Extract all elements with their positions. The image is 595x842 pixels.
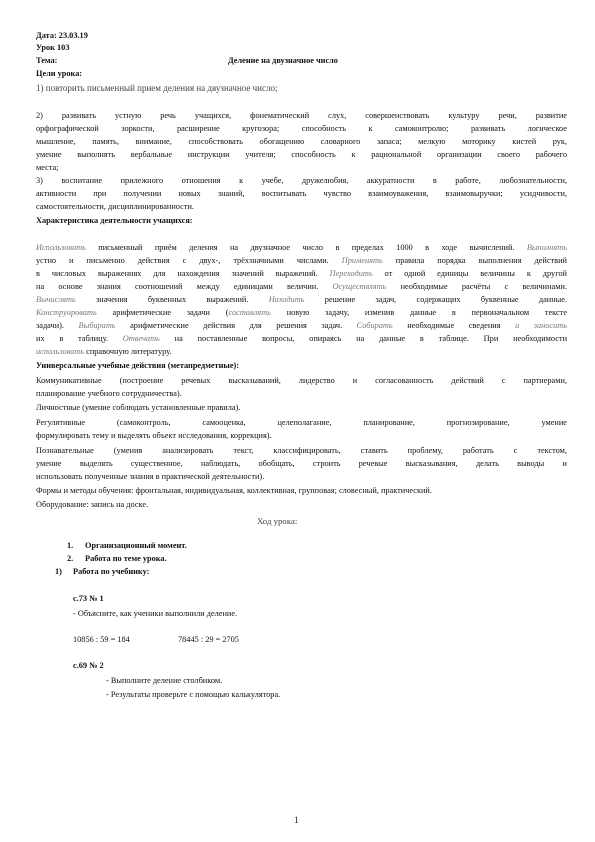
list-number: 2. [67, 554, 74, 563]
goal-3-line-1: 3) воспитание прилежного отношения к учебе, дружелюбия, аккуратности в работе, любознательности, [36, 176, 567, 185]
lesson-flow-heading: Ход урока: [257, 516, 298, 526]
char-text: новую задачу, изменив данные в первоначальном тексте [270, 308, 567, 317]
goal-3-line-3: самостоятельности, дисциплинированности. [36, 202, 194, 211]
char-text: задачи). [36, 321, 64, 330]
char-verb: и заносить [500, 321, 568, 330]
goal-1: 1) повторить письменный прием деления на двузначное число; [36, 83, 278, 93]
char-text: письменный приём деления на двузначное число в пределах 1000 в ходе вычислений. [85, 243, 527, 252]
char-verb: Переходить [317, 269, 373, 278]
char-text: арифметические действия для решения задач. [115, 321, 343, 330]
char-text: справочную литературу. [84, 347, 172, 356]
task-2-label: с.69 № 2 [73, 661, 104, 670]
topic-value: Деление на двузначное число [228, 56, 338, 65]
goal-3-line-2: активности при получении новых знаний, воспитывать чувство взаимоуважения, взаимовыручки; усидчивости, [36, 189, 567, 198]
char-verb: Вычислять [36, 295, 76, 304]
task-1-label: с.73 № 1 [73, 594, 104, 603]
char-text: их в таблицу. [36, 334, 108, 343]
goals-label: Цели урока: [36, 69, 83, 78]
equation-1: 10856 : 59 = 184 [73, 635, 130, 644]
list-number: 1. [67, 541, 74, 550]
char-line-8 [36, 334, 567, 344]
equation-2: 78445 : 29 = 2705 [178, 635, 239, 644]
char-text: необходимые расчёты с величинами. [386, 282, 568, 291]
goal-2-line-3: мышление, память, внимание, способствовать обогащению словарного запаса; мелкую моторику кистей рук, [36, 137, 567, 146]
char-line-3 [36, 269, 567, 279]
char-text: от одной единицы величины к другой [372, 269, 567, 278]
uud-cognitive-line-2: умение выделять существенное, наблюдать, обобщать, строить речевые высказывания, делать выводы и [36, 459, 567, 468]
lesson-date: Дата: 23.03.19 [36, 31, 88, 40]
equipment: Оборудование: запись на доске. [36, 500, 149, 509]
char-line-5 [36, 295, 567, 305]
char-verb: Осуществлять [318, 282, 387, 291]
goal-2-line-1: 2) развивать устную речь учащихся, фонематический слух, совершенствовать культуру речи, развитие [36, 111, 567, 120]
uud-personal: Личностные (умение соблюдать установленные правила). [36, 403, 241, 412]
task-1-text: - Объясните, как ученики выполнили деление. [73, 609, 238, 618]
page-number: 1 [294, 815, 299, 825]
goal-2-line-5: места; [36, 163, 59, 172]
char-verb: Выполнять [526, 243, 567, 252]
list-item-org-moment: Организационный момент. [85, 541, 187, 550]
topic-label: Тема: [36, 56, 58, 65]
list-item-topic-work: Работа по теме урока. [85, 554, 167, 563]
char-verb: Применять [328, 256, 383, 265]
uud-regulatory-line-2: формулировать тему и выделять объект исследования, коррекция). [36, 431, 272, 440]
char-text: правила порядка выполнения действий [382, 256, 567, 265]
lesson-number: Урок 103 [36, 43, 70, 52]
uud-communicative-line-2: планирование учебного сотрудничества). [36, 389, 182, 398]
uud-regulatory-line-1: Регулятивные (самоконтроль, самооценка, целеполагание, планирование, прогнозирование, умение [36, 418, 567, 427]
uud-communicative-line-1: Коммуникативные (построение речевых высказываний, лидерство и согласованность действий с партнерами, [36, 376, 567, 385]
char-verb: Собирать [342, 321, 393, 330]
char-line-4 [36, 282, 567, 292]
char-line-2 [36, 256, 567, 266]
uud-heading: Универсальные учебные действия (метапредметные): [36, 361, 240, 370]
list-number: 1) [55, 567, 62, 576]
char-text: на основе знания соотношений между единицами величин. [36, 282, 319, 291]
char-line-1 [36, 243, 567, 253]
char-line-7 [36, 321, 567, 331]
char-line-9 [36, 347, 172, 357]
char-verb: Отвечать [107, 334, 160, 343]
goal-2-line-4: умение выполнять вербальные инструкции учителя; способность к рациональной организации своего рабочего [36, 150, 567, 159]
char-verb: использовать [36, 347, 85, 356]
char-verb: Выбирать [63, 321, 116, 330]
teaching-forms: Формы и методы обучения: фронтальная, индивидуальная, коллективная, групповая; словесный, практический. [36, 486, 432, 495]
char-verb: Находить [248, 295, 305, 304]
char-text: на поставленные вопросы, опираясь на данные в таблице. При необходимости [159, 334, 568, 343]
char-verb: составлять [228, 308, 271, 317]
char-text: значения буквенных выражений. [75, 295, 249, 304]
char-text: арифметические задачи ( [96, 308, 229, 317]
list-item-textbook-work: Работа по учебнику: [73, 567, 150, 576]
goal-2-line-2: орфографической зоркости, расширение кругозора; способность к самоконтролю; развивать логическое [36, 124, 567, 133]
uud-cognitive-line-1: Познавательные (умения анализировать текст, классифицировать, ставить проблему, работать с текстом, [36, 446, 567, 455]
char-text: необходимые сведения [392, 321, 501, 330]
char-text: решение задач, содержащих буквенные данные. [304, 295, 567, 304]
char-text: устно и письменно действия с двух-, трёхзначными числами. [36, 256, 329, 265]
char-verb: Конструировать [36, 308, 97, 317]
char-text: в числовых выражениях для нахождения значений выражений. [36, 269, 318, 278]
char-verb: Использовать [36, 243, 86, 252]
characteristics-heading: Характеристика деятельности учащихся: [36, 216, 193, 225]
char-line-6 [36, 308, 567, 318]
task-2-bullet-2: - Результаты проверьте с помощью калькулятора. [106, 690, 281, 699]
uud-cognitive-line-3: использовать полученные знания в практической деятельности). [36, 472, 265, 481]
task-2-bullet-1: - Выполните деление столбиком. [106, 676, 223, 685]
